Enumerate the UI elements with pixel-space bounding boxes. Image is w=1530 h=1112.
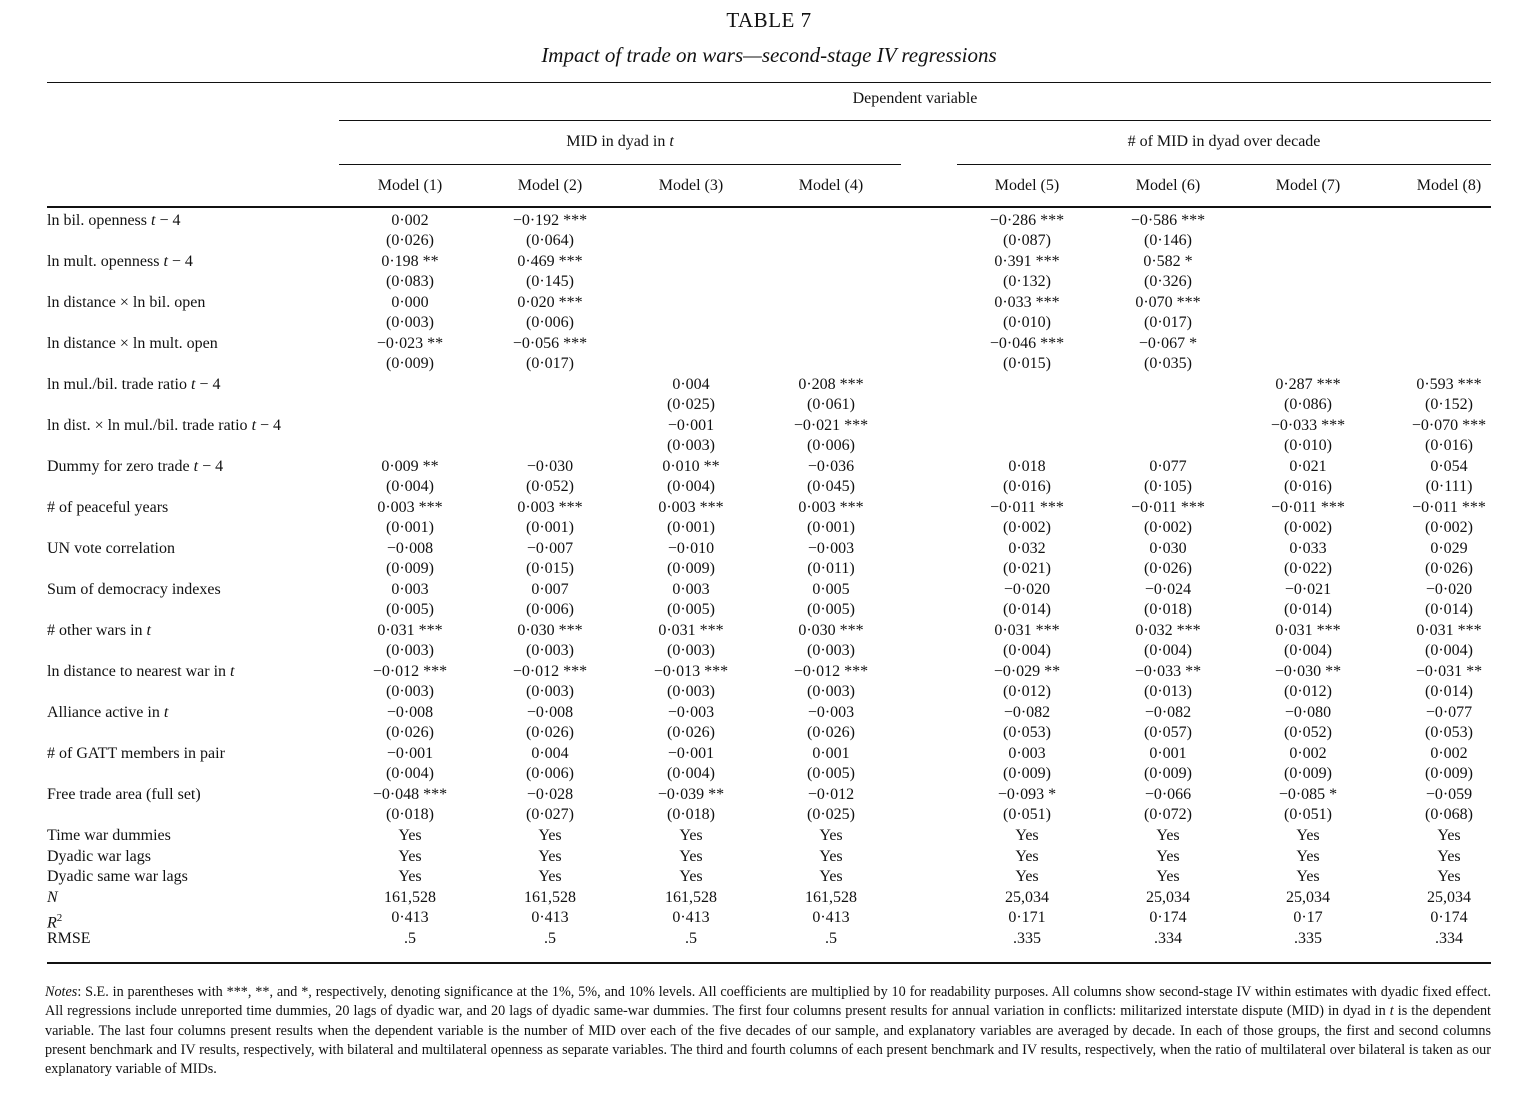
standard-error-cell: (0·026)	[526, 724, 574, 741]
coefficient-cell: −0·003	[667, 704, 715, 721]
row-label: Alliance active in t	[47, 704, 169, 721]
coefficient-cell: −0·093 *	[997, 786, 1057, 803]
coefficient-cell: −0·011 ***	[1412, 499, 1486, 516]
coefficient-cell: −0·192 ***	[512, 212, 588, 229]
row-label: ln bil. openness t − 4	[47, 212, 181, 229]
footer-cell: 161,528	[665, 888, 717, 906]
footer-cell: .335	[1013, 930, 1041, 947]
standard-error-cell: (0·111)	[1425, 478, 1473, 495]
footer-cell: Yes	[1296, 847, 1320, 865]
footer-cell: .335	[1294, 930, 1322, 947]
standard-error-cell: (0·003)	[386, 314, 434, 331]
coefficient-cell: −0·070 ***	[1411, 417, 1487, 434]
footer-row-label: $R^2$	[47, 912, 63, 932]
group-rule-decade	[957, 164, 1491, 165]
footer-cell: .5	[825, 930, 837, 947]
coefficient-cell: −0·011 ***	[1271, 499, 1345, 516]
coefficient-cell: −0·066	[1144, 786, 1192, 803]
footer-cell: Yes	[1437, 868, 1461, 886]
standard-error-cell: (0·014)	[1425, 683, 1473, 700]
row-label: Dummy for zero trade t − 4	[47, 458, 224, 475]
standard-error-cell: (0·003)	[667, 683, 715, 700]
standard-error-cell: (0·012)	[1003, 683, 1051, 700]
coefficient-cell: −0·082	[1003, 704, 1051, 721]
standard-error-cell: (0·027)	[526, 806, 574, 823]
dependent-variable-rule	[339, 120, 1491, 121]
row-label: ln mult. openness t − 4	[47, 253, 193, 270]
group-header-annual-text: MID in dyad in t	[566, 133, 674, 150]
row-label: # of peaceful years	[47, 499, 169, 516]
standard-error-cell: (0·001)	[807, 519, 855, 536]
standard-error-cell: (0·005)	[807, 765, 855, 782]
standard-error-cell: (0·005)	[667, 601, 715, 618]
footer-row-label: Time war dummies	[47, 827, 171, 844]
row-label: ln mul./bil. trade ratio t − 4	[47, 376, 221, 393]
standard-error-cell: (0·025)	[667, 396, 715, 413]
coefficient-cell: 0·032 ***	[1135, 622, 1201, 639]
standard-error-cell: (0·003)	[386, 683, 434, 700]
footer-cell: 0·174	[1430, 909, 1468, 927]
standard-error-cell: (0·152)	[1425, 396, 1473, 413]
coefficient-cell: −0·046 ***	[989, 335, 1065, 352]
row-label: # other wars in t	[47, 622, 151, 639]
standard-error-cell: (0·051)	[1003, 806, 1051, 823]
coefficient-cell: 0·002	[1289, 745, 1327, 762]
footer-cell: Yes	[819, 868, 843, 886]
footer-cell: Yes	[819, 847, 843, 865]
coefficient-cell: −0·013 ***	[653, 663, 729, 680]
coefficient-cell: −0·021 ***	[793, 417, 869, 434]
coefficient-cell: 0·208 ***	[798, 376, 864, 393]
standard-error-cell: (0·004)	[667, 765, 715, 782]
standard-error-cell: (0·013)	[1144, 683, 1192, 700]
standard-error-cell: (0·005)	[386, 601, 434, 618]
row-label: ln dist. × ln mul./bil. trade ratio t − 4	[47, 417, 282, 434]
coefficient-cell: −0·020	[1003, 581, 1051, 598]
coefficient-cell: 0·031 ***	[658, 622, 724, 639]
model-header-8: Model (8)	[1416, 177, 1482, 194]
coefficient-cell: −0·003	[807, 704, 855, 721]
footer-cell: 0·413	[812, 909, 850, 927]
model-header-1: Model (1)	[377, 177, 443, 194]
table-notes	[45, 983, 1491, 1079]
standard-error-cell: (0·010)	[1284, 437, 1332, 454]
coefficient-cell: −0·030 **	[1274, 663, 1342, 680]
standard-error-cell: (0·068)	[1425, 806, 1473, 823]
standard-error-cell: (0·132)	[1003, 273, 1051, 290]
model-header-2: Model (2)	[517, 177, 583, 194]
coefficient-cell: 0·003 ***	[517, 499, 583, 516]
footer-cell: Yes	[819, 827, 843, 844]
standard-error-cell: (0·086)	[1284, 396, 1332, 413]
coefficient-cell: 0·031 ***	[1416, 622, 1482, 639]
standard-error-cell: (0·083)	[386, 273, 434, 290]
standard-error-cell: (0·002)	[1144, 519, 1192, 536]
coefficient-cell: 0·032	[1008, 540, 1046, 557]
coefficient-cell: 0·582 *	[1143, 253, 1193, 270]
standard-error-cell: (0·018)	[386, 806, 434, 823]
coefficient-cell: −0·012 ***	[512, 663, 588, 680]
model-header-3: Model (3)	[658, 177, 724, 194]
coefficient-cell: 0·004	[672, 376, 710, 393]
coefficient-cell: −0·011 ***	[1131, 499, 1205, 516]
coefficient-cell: −0·059	[1425, 786, 1473, 803]
standard-error-cell: (0·017)	[1144, 314, 1192, 331]
row-label: UN vote correlation	[47, 540, 175, 557]
standard-error-cell: (0·026)	[386, 724, 434, 741]
model-header-5: Model (5)	[994, 177, 1060, 194]
coefficient-cell: −0·056 ***	[512, 335, 588, 352]
footer-cell: Yes	[1015, 868, 1039, 886]
coefficient-cell: 0·003 ***	[798, 499, 864, 516]
footer-cell: 161,528	[805, 888, 857, 906]
coefficient-cell: −0·033 **	[1134, 663, 1202, 680]
coefficient-cell: −0·008	[526, 704, 574, 721]
footer-row-label: Dyadic same war lags	[47, 868, 188, 886]
coefficient-cell: −0·003	[807, 540, 855, 557]
footer-cell: 0·413	[531, 909, 569, 927]
standard-error-cell: (0·026)	[667, 724, 715, 741]
coefficient-cell: −0·020	[1425, 581, 1473, 598]
standard-error-cell: (0·326)	[1144, 273, 1192, 290]
coefficient-cell: 0·033 ***	[994, 294, 1060, 311]
footer-cell: Yes	[1015, 847, 1039, 865]
footer-cell: .334	[1435, 930, 1463, 947]
standard-error-cell: (0·004)	[386, 765, 434, 782]
footer-cell: 0·171	[1008, 909, 1046, 927]
coefficient-cell: −0·082	[1144, 704, 1192, 721]
coefficient-cell: −0·029 **	[993, 663, 1061, 680]
standard-error-cell: (0·014)	[1425, 601, 1473, 618]
model-header-6: Model (6)	[1135, 177, 1201, 194]
row-label: ln distance × ln bil. open	[47, 294, 206, 311]
standard-error-cell: (0·001)	[386, 519, 434, 536]
table-title: TABLE 7	[726, 8, 812, 32]
coefficient-cell: −0·039 **	[657, 786, 725, 803]
standard-error-cell: (0·014)	[1003, 601, 1051, 618]
standard-error-cell: (0·015)	[1003, 355, 1051, 372]
standard-error-cell: (0·021)	[1003, 560, 1051, 577]
coefficient-cell: 0·030 ***	[517, 622, 583, 639]
row-label: ln distance to nearest war in t	[47, 663, 235, 680]
standard-error-cell: (0·003)	[526, 683, 574, 700]
standard-error-cell: (0·018)	[1144, 601, 1192, 618]
standard-error-cell: (0·018)	[667, 806, 715, 823]
standard-error-cell: (0·003)	[526, 642, 574, 659]
standard-error-cell: (0·012)	[1284, 683, 1332, 700]
coefficient-cell: −0·023 **	[376, 335, 444, 352]
standard-error-cell: (0·016)	[1284, 478, 1332, 495]
coefficient-cell: 0·004	[531, 745, 569, 762]
standard-error-cell: (0·022)	[1284, 560, 1332, 577]
footer-cell: Yes	[398, 827, 422, 844]
standard-error-cell: (0·005)	[807, 601, 855, 618]
footer-cell: .5	[544, 930, 556, 947]
standard-error-cell: (0·025)	[807, 806, 855, 823]
coefficient-cell: 0·001	[1149, 745, 1187, 762]
footer-cell: Yes	[1156, 868, 1180, 886]
footer-cell: Yes	[1437, 847, 1461, 865]
footer-cell: Yes	[538, 827, 562, 844]
standard-error-cell: (0·035)	[1144, 355, 1192, 372]
standard-error-cell: (0·072)	[1144, 806, 1192, 823]
coefficient-cell: 0·003 ***	[377, 499, 443, 516]
footer-cell: 25,034	[1146, 888, 1190, 906]
coefficient-cell: 0·033	[1289, 540, 1327, 557]
footer-cell: Yes	[1156, 847, 1180, 865]
coefficient-cell: −0·067 *	[1138, 335, 1198, 352]
coefficient-cell: 0·009 **	[381, 458, 439, 475]
coefficient-cell: 0·001	[812, 745, 850, 762]
group-header-annual	[339, 133, 901, 151]
coefficient-cell: −0·007	[526, 540, 574, 557]
coefficient-cell: −0·286 ***	[989, 212, 1065, 229]
footer-cell: 0·413	[391, 909, 429, 927]
footer-cell: Yes	[679, 847, 703, 865]
coefficient-cell: −0·011 ***	[990, 499, 1064, 516]
standard-error-cell: (0·061)	[807, 396, 855, 413]
bottom-rule	[47, 962, 1491, 964]
footer-cell: .5	[404, 930, 416, 947]
standard-error-cell: (0·015)	[526, 560, 574, 577]
footer-cell: Yes	[679, 827, 703, 844]
standard-error-cell: (0·051)	[1284, 806, 1332, 823]
coefficient-cell: −0·012 ***	[372, 663, 448, 680]
group-rule-annual	[339, 164, 901, 165]
standard-error-cell: (0·146)	[1144, 232, 1192, 249]
coefficient-cell: −0·021	[1284, 581, 1332, 598]
standard-error-cell: (0·001)	[526, 519, 574, 536]
coefficient-cell: 0·003	[391, 581, 429, 598]
coefficient-cell: −0·077	[1425, 704, 1473, 721]
standard-error-cell: (0·006)	[807, 437, 855, 454]
footer-cell: 0·17	[1293, 909, 1323, 927]
footer-row-label: N	[47, 888, 58, 906]
standard-error-cell: (0·053)	[1425, 724, 1473, 741]
coefficient-cell: −0·031 **	[1415, 663, 1483, 680]
footer-cell: 25,034	[1005, 888, 1049, 906]
coefficient-cell: −0·036	[807, 458, 855, 475]
standard-error-cell: (0·052)	[1284, 724, 1332, 741]
coefficient-cell: 0·077	[1149, 458, 1187, 475]
standard-error-cell: (0·026)	[386, 232, 434, 249]
coefficient-cell: 0·020 ***	[517, 294, 583, 311]
standard-error-cell: (0·045)	[807, 478, 855, 495]
row-label: Sum of democracy indexes	[47, 581, 221, 598]
standard-error-cell: (0·004)	[667, 478, 715, 495]
standard-error-cell: (0·009)	[1425, 765, 1473, 782]
coefficient-cell: 0·198 **	[381, 253, 439, 270]
standard-error-cell: (0·009)	[667, 560, 715, 577]
standard-error-cell: (0·004)	[1144, 642, 1192, 659]
coefficient-cell: −0·085 *	[1278, 786, 1338, 803]
coefficient-cell: 0·030	[1149, 540, 1187, 557]
top-rule	[47, 82, 1491, 83]
footer-cell: .334	[1154, 930, 1182, 947]
standard-error-cell: (0·003)	[807, 683, 855, 700]
standard-error-cell: (0·011)	[807, 560, 855, 577]
coefficient-cell: 0·003	[672, 581, 710, 598]
coefficient-cell: −0·024	[1144, 581, 1192, 598]
coefficient-cell: 0·000	[391, 294, 429, 311]
standard-error-cell: (0·064)	[526, 232, 574, 249]
row-label: # of GATT members in pair	[47, 745, 225, 762]
row-label: Free trade area (full set)	[47, 786, 201, 803]
coefficient-cell: 0·593 ***	[1416, 376, 1482, 393]
coefficient-cell: −0·001	[667, 745, 715, 762]
standard-error-cell: (0·003)	[386, 642, 434, 659]
coefficient-cell: 0·005	[812, 581, 850, 598]
coefficient-cell: 0·010 **	[662, 458, 720, 475]
coefficient-cell: −0·008	[386, 540, 434, 557]
notes-lead: Notes	[45, 984, 78, 1000]
coefficient-cell: −0·080	[1284, 704, 1332, 721]
standard-error-cell: (0·002)	[1284, 519, 1332, 536]
footer-cell: Yes	[1156, 827, 1180, 844]
coefficient-cell: 0·031 ***	[377, 622, 443, 639]
standard-error-cell: (0·004)	[1003, 642, 1051, 659]
coefficient-cell: 0·007	[531, 581, 569, 598]
standard-error-cell: (0·053)	[1003, 724, 1051, 741]
footer-cell: Yes	[1296, 868, 1320, 886]
footer-cell: 0·413	[672, 909, 710, 927]
coefficient-cell: −0·028	[526, 786, 574, 803]
coefficient-cell: 0·031 ***	[1275, 622, 1341, 639]
standard-error-cell: (0·014)	[1284, 601, 1332, 618]
footer-cell: .5	[685, 930, 697, 947]
standard-error-cell: (0·009)	[386, 560, 434, 577]
footer-cell: Yes	[679, 868, 703, 886]
dependent-variable-header: Dependent variable	[852, 90, 978, 107]
standard-error-cell: (0·087)	[1003, 232, 1051, 249]
coefficient-cell: −0·033 ***	[1270, 417, 1346, 434]
coefficient-cell: 0·054	[1430, 458, 1468, 475]
coefficient-cell: 0·391 ***	[994, 253, 1060, 270]
standard-error-cell: (0·017)	[526, 355, 574, 372]
standard-error-cell: (0·009)	[1284, 765, 1332, 782]
standard-error-cell: (0·006)	[526, 765, 574, 782]
coefficient-cell: −0·010	[667, 540, 715, 557]
footer-cell: 0·174	[1149, 909, 1187, 927]
standard-error-cell: (0·003)	[667, 642, 715, 659]
standard-error-cell: (0·003)	[667, 437, 715, 454]
standard-error-cell: (0·010)	[1003, 314, 1051, 331]
header-bottom-rule	[47, 206, 1491, 208]
standard-error-cell: (0·001)	[667, 519, 715, 536]
standard-error-cell: (0·004)	[1425, 642, 1473, 659]
coefficient-cell: 0·003 ***	[658, 499, 724, 516]
coefficient-cell: 0·031 ***	[994, 622, 1060, 639]
standard-error-cell: (0·003)	[807, 642, 855, 659]
coefficient-cell: 0·469 ***	[517, 253, 583, 270]
standard-error-cell: (0·105)	[1144, 478, 1192, 495]
footer-cell: 25,034	[1286, 888, 1330, 906]
standard-error-cell: (0·006)	[526, 314, 574, 331]
footer-cell: 25,034	[1427, 888, 1471, 906]
footer-row-label: RMSE	[47, 930, 91, 947]
standard-error-cell: (0·016)	[1003, 478, 1051, 495]
standard-error-cell: (0·004)	[386, 478, 434, 495]
coefficient-cell: 0·018	[1008, 458, 1046, 475]
footer-cell: 161,528	[384, 888, 436, 906]
coefficient-cell: 0·002	[391, 212, 429, 229]
coefficient-cell: −0·012 ***	[793, 663, 869, 680]
model-header-7: Model (7)	[1275, 177, 1341, 194]
footer-cell: Yes	[1437, 827, 1461, 844]
standard-error-cell: (0·052)	[526, 478, 574, 495]
coefficient-cell: −0·012	[807, 786, 855, 803]
standard-error-cell: (0·016)	[1425, 437, 1473, 454]
coefficient-cell: 0·030 ***	[798, 622, 864, 639]
standard-error-cell: (0·026)	[1425, 560, 1473, 577]
coefficient-cell: −0·048 ***	[372, 786, 448, 803]
table-subtitle: Impact of trade on wars—second-stage IV regressions	[541, 43, 997, 67]
coefficient-cell: 0·070 ***	[1135, 294, 1201, 311]
footer-cell: Yes	[538, 847, 562, 865]
standard-error-cell: (0·009)	[386, 355, 434, 372]
standard-error-cell: (0·026)	[807, 724, 855, 741]
standard-error-cell: (0·004)	[1284, 642, 1332, 659]
model-header-4: Model (4)	[798, 177, 864, 194]
coefficient-cell: −0·030	[526, 458, 574, 475]
coefficient-cell: −0·001	[386, 745, 434, 762]
standard-error-cell: (0·009)	[1003, 765, 1051, 782]
coefficient-cell: 0·287 ***	[1275, 376, 1341, 393]
coefficient-cell: −0·586 ***	[1130, 212, 1206, 229]
notes-text: : S.E. in parentheses with ***, **, and *, respectively, denoting significance at the 1%, 5%, and 10% levels. All coefficients are multiplied by 10 for readability purposes. All columns show second-stage IV within estimates with dyadic fixed effect. All regressions include unreported time dummies, 20 lags of dyadic war, and 20 lags of dyadic same-war dummies. The first four columns present results for annual variation in conflicts: militarized interstate dispute (MID) in dyad in t is the dependent variable. The last four columns present results when the dependent variable is the number of MID over each of the five decades of our sample, and explanatory variables are averaged by decade. In each of those groups, the first and second columns present benchmark and IV results, respectively, with bilateral and multilateral openness as separate variables. The third and fourth columns of each present benchmark and IV results, respectively, when the ratio of multilateral over bilateral is taken as our explanatory variable of MIDs.	[45, 984, 1491, 1078]
row-label: ln distance × ln mult. open	[47, 335, 218, 352]
footer-row-label: Dyadic war lags	[47, 847, 151, 865]
coefficient-cell: −0·001	[667, 417, 715, 434]
coefficient-cell: 0·003	[1008, 745, 1046, 762]
footer-cell: Yes	[538, 868, 562, 886]
footer-cell: Yes	[398, 868, 422, 886]
standard-error-cell: (0·026)	[1144, 560, 1192, 577]
coefficient-cell: 0·021	[1289, 458, 1327, 475]
group-header-decade: # of MID in dyad over decade	[1127, 133, 1321, 150]
standard-error-cell: (0·145)	[526, 273, 574, 290]
footer-cell: Yes	[1015, 827, 1039, 844]
footer-cell: 161,528	[524, 888, 576, 906]
standard-error-cell: (0·002)	[1425, 519, 1473, 536]
standard-error-cell: (0·006)	[526, 601, 574, 618]
standard-error-cell: (0·002)	[1003, 519, 1051, 536]
coefficient-cell: 0·029	[1430, 540, 1468, 557]
footer-cell: Yes	[398, 847, 422, 865]
coefficient-cell: 0·002	[1430, 745, 1468, 762]
standard-error-cell: (0·009)	[1144, 765, 1192, 782]
coefficient-cell: −0·008	[386, 704, 434, 721]
footer-cell: Yes	[1296, 827, 1320, 844]
standard-error-cell: (0·057)	[1144, 724, 1192, 741]
